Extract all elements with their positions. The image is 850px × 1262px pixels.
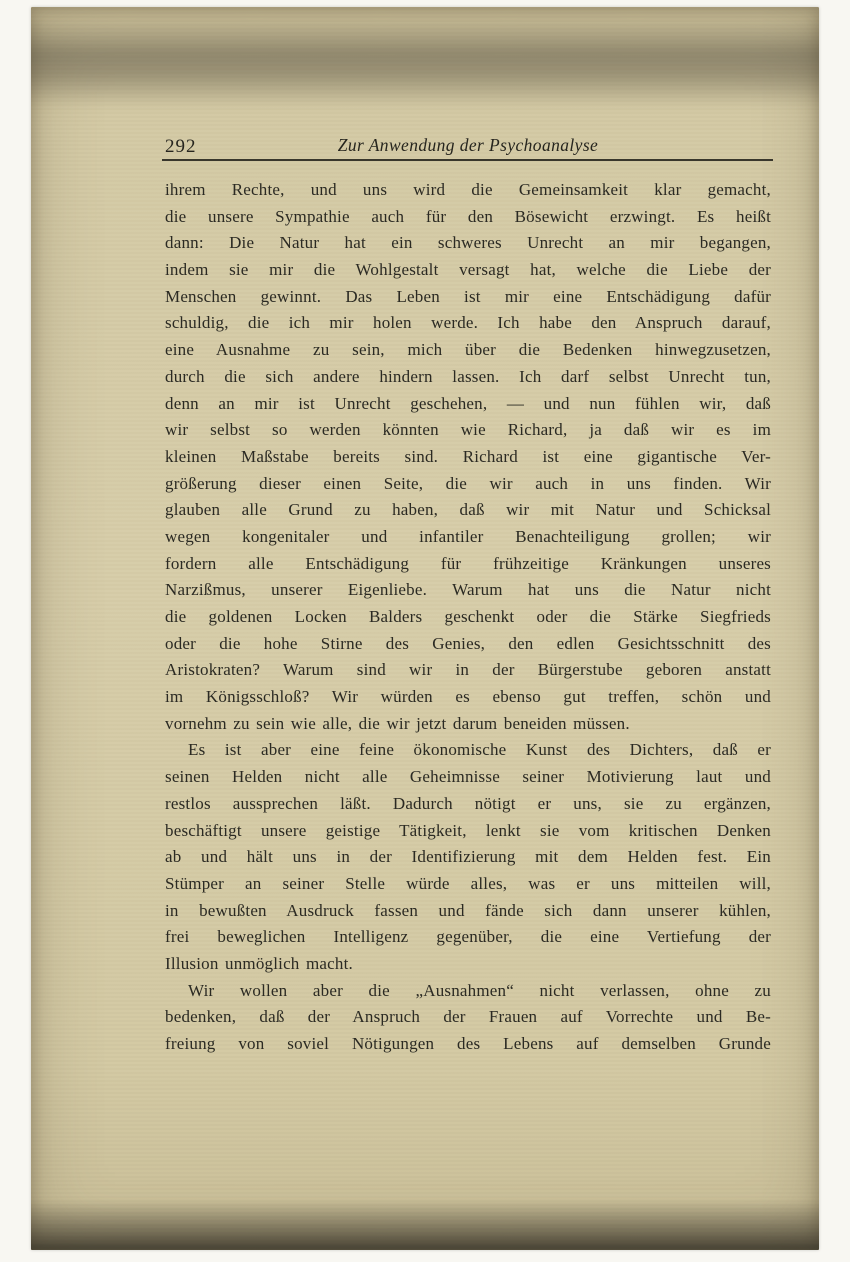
- header-rule: [162, 159, 773, 161]
- text-line: beschäftigt unsere geistige Tätigkeit, lenkt sie vom kritischen Denken: [165, 820, 771, 840]
- text-line: dann: Die Natur hat ein schweres Unrecht an mir begangen,: [165, 233, 771, 253]
- text-line: schuldig, die ich mir holen werde. Ich habe den Anspruch darauf,: [165, 313, 771, 333]
- scan-shadow-bottom: [31, 1200, 819, 1250]
- text-line: freiung von soviel Nötigungen des Lebens auf demselben Grunde: [165, 1034, 771, 1053]
- text-line: bedenken, daß der Anspruch der Frauen auf Vorrechte und Be-: [165, 1007, 771, 1027]
- book-page: [31, 7, 819, 1250]
- text-line: kleinen Maßstabe bereits sind. Richard ist eine gigantische Ver-: [165, 446, 771, 466]
- paragraph: [165, 177, 771, 737]
- body-text: [165, 177, 771, 1058]
- text-line: denn an mir ist Unrecht geschehen, — und nun fühlen wir, daß: [165, 393, 771, 413]
- text-line: durch die sich andere hindern lassen. Ich darf selbst Unrecht tun,: [165, 366, 771, 386]
- text-line: Aristokraten? Warum sind wir in der Bürgerstube geboren anstatt: [165, 660, 771, 680]
- text-line: eine Ausnahme zu sein, mich über die Bedenken hinwegzusetzen,: [165, 340, 771, 360]
- text-line: oder die hohe Stirne des Genies, den edlen Gesichtsschnitt des: [165, 633, 771, 653]
- text-line: fordern alle Entschädigung für frühzeitige Kränkungen unseres: [165, 553, 771, 573]
- paragraph: [165, 737, 771, 977]
- text-line: Stümper an seiner Stelle würde alles, was er uns mitteilen will,: [165, 873, 771, 893]
- paragraph: [165, 978, 771, 1058]
- text-line: ihrem Rechte, und uns wird die Gemeinsamkeit klar gemacht,: [165, 180, 771, 199]
- text-line: wegen kongenitaler und infantiler Benachteiligung grollen; wir: [165, 526, 771, 546]
- text-line: restlos aussprechen läßt. Dadurch nötigt er uns, sie zu ergänzen,: [165, 793, 771, 813]
- text-line: Narzißmus, unserer Eigenliebe. Warum hat uns die Natur nicht: [165, 580, 771, 600]
- text-line: seinen Helden nicht alle Geheimnisse seiner Motivierung laut und: [165, 767, 771, 787]
- text-line: indem sie mir die Wohlgestalt versagt hat, welche die Liebe der: [165, 260, 771, 280]
- text-line: Es ist aber eine feine ökonomische Kunst des Dichters, daß er: [188, 740, 771, 760]
- text-line: vornehm zu sein wie alle, die wir jetzt darum beneiden müssen.: [165, 713, 630, 733]
- text-line: die goldenen Locken Balders geschenkt oder die Stärke Siegfrieds: [165, 607, 771, 626]
- running-title: Zur Anwendung der Psychoanalyse: [337, 135, 599, 155]
- text-line: im Königsschloß? Wir würden es ebenso gut treffen, schön und: [165, 687, 771, 707]
- text-line: in bewußten Ausdruck fassen und fände sich dann unserer kühlen,: [165, 900, 771, 920]
- scan-shadow-top: [31, 19, 819, 107]
- text-line: Wir wollen aber die „Ausnahmen“ nicht verlassen, ohne zu: [188, 980, 771, 1000]
- page-number: 292: [165, 136, 197, 157]
- text-line: ab und hält uns in der Identifizierung mit dem Helden fest. Ein: [165, 847, 771, 867]
- text-line: Menschen gewinnt. Das Leben ist mir eine Entschädigung dafür: [165, 286, 771, 306]
- text-line: glauben alle Grund zu haben, daß wir mit Natur und Schicksal: [165, 500, 771, 520]
- text-line: größerung dieser einen Seite, die wir auch in uns finden. Wir: [165, 473, 771, 493]
- page-header: [165, 135, 771, 161]
- text-line: die unsere Sympathie auch für den Bösewicht erzwingt. Es heißt: [165, 206, 771, 226]
- text-line: wir selbst so werden könnten wie Richard, ja daß wir es im: [165, 420, 771, 440]
- text-line: frei beweglichen Intelligenz gegenüber, die eine Vertiefung der: [165, 927, 771, 947]
- text-line: Illusion unmöglich macht.: [165, 953, 353, 973]
